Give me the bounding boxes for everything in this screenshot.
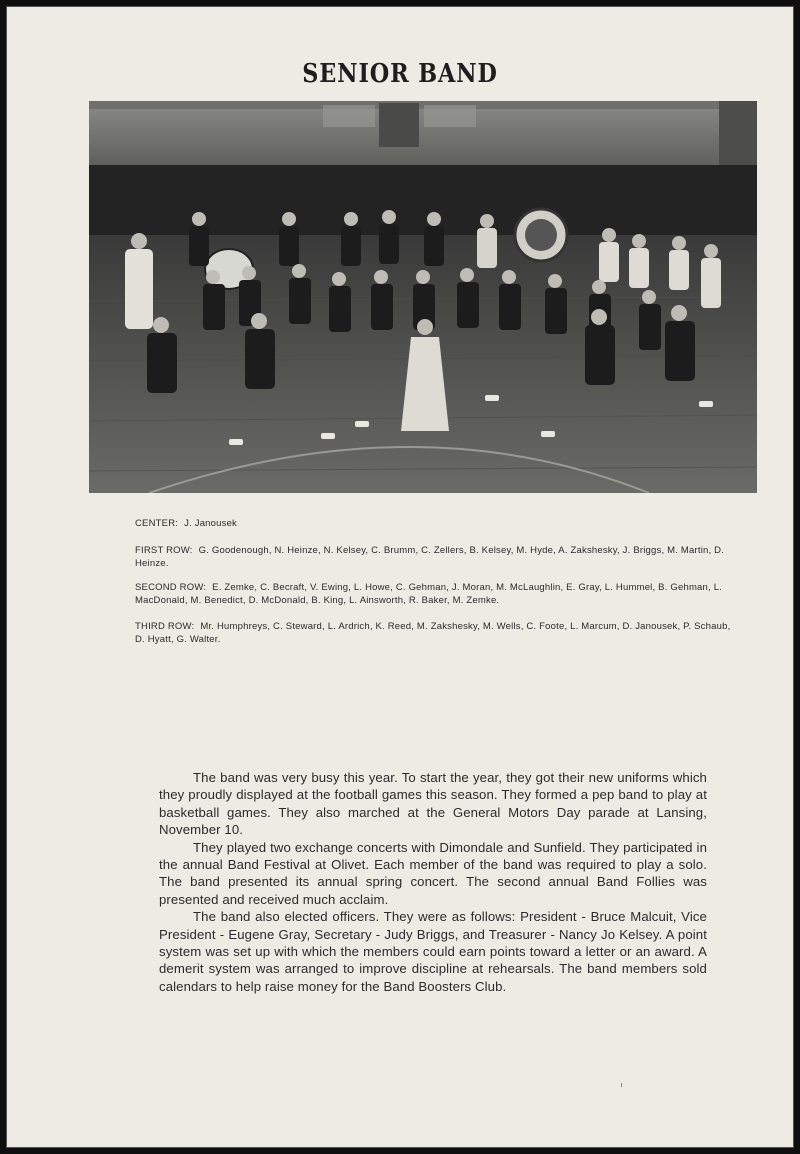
caption-third-row-names: Mr. Humphreys, C. Steward, L. Ardrich, K. Reed, M. Zakshesky, M. Wells, C. Foote, L. Marcum, D. Janousek, P. Schaub, D. Hyatt, G. Walter. <box>135 621 731 645</box>
caption-center <box>135 517 735 530</box>
caption-second-row <box>135 581 735 607</box>
caption-third-row <box>135 620 735 646</box>
body-text <box>159 769 707 995</box>
caption-third-row-label: THIRD ROW: <box>135 621 195 632</box>
paragraph: The band was very busy this year. To start the year, they got their new uniforms which they proudly displayed at the football games this season. They formed a pep band to play at basketball games. They also marched at the General Motors Day parade at Lansing, November 10. <box>159 770 707 838</box>
caption-center-names: J. Janousek <box>184 518 238 529</box>
yearbook-page <box>6 6 794 1148</box>
caption-first-row <box>135 544 735 570</box>
page-title: SENIOR BAND <box>302 59 498 89</box>
band-photo <box>89 101 757 493</box>
caption-center-label: CENTER: <box>135 518 179 529</box>
paragraph: The band also elected officers. They were as follows: President - Bruce Malcuit, Vice President - Eugene Gray, Secretary - Judy Briggs, and Treasurer - Nancy Jo Kelsey. A point system was set up with which the members could earn points toward a letter or an award. A demerit system was arranged to improve discipline at rehearsals. The band members sold calendars to help raise money for the Band Boosters Club. <box>159 909 707 994</box>
caption-second-row-names: E. Zemke, C. Becraft, V. Ewing, L. Howe, C. Gehman, J. Moran, M. McLaughlin, E. Gray, L. Hummel, B. Gehman, L. MacDonald, M. Benedict, D. McDonald, B. King, L. Ainsworth, R. Baker, M. Zemke. <box>135 582 723 606</box>
paragraph: They played two exchange concerts with Dimondale and Sunfield. They participated in the annual Band Festival at Olivet. Each member of the band was required to play a solo. The band presented its annual spring concert. The second annual Band Follies was presented and received much acclaim. <box>159 839 707 907</box>
caption-second-row-label: SECOND ROW: <box>135 582 207 593</box>
caption-first-row-names: G. Goodenough, N. Heinze, N. Kelsey, C. Brumm, C. Zellers, B. Kelsey, M. Hyde, A. Zakshesky, J. Briggs, M. Martin, D. Heinze. <box>135 545 725 569</box>
caption-first-row-label: FIRST ROW: <box>135 545 193 556</box>
band-photo-icon <box>89 101 757 493</box>
paper-speck <box>621 1083 622 1087</box>
